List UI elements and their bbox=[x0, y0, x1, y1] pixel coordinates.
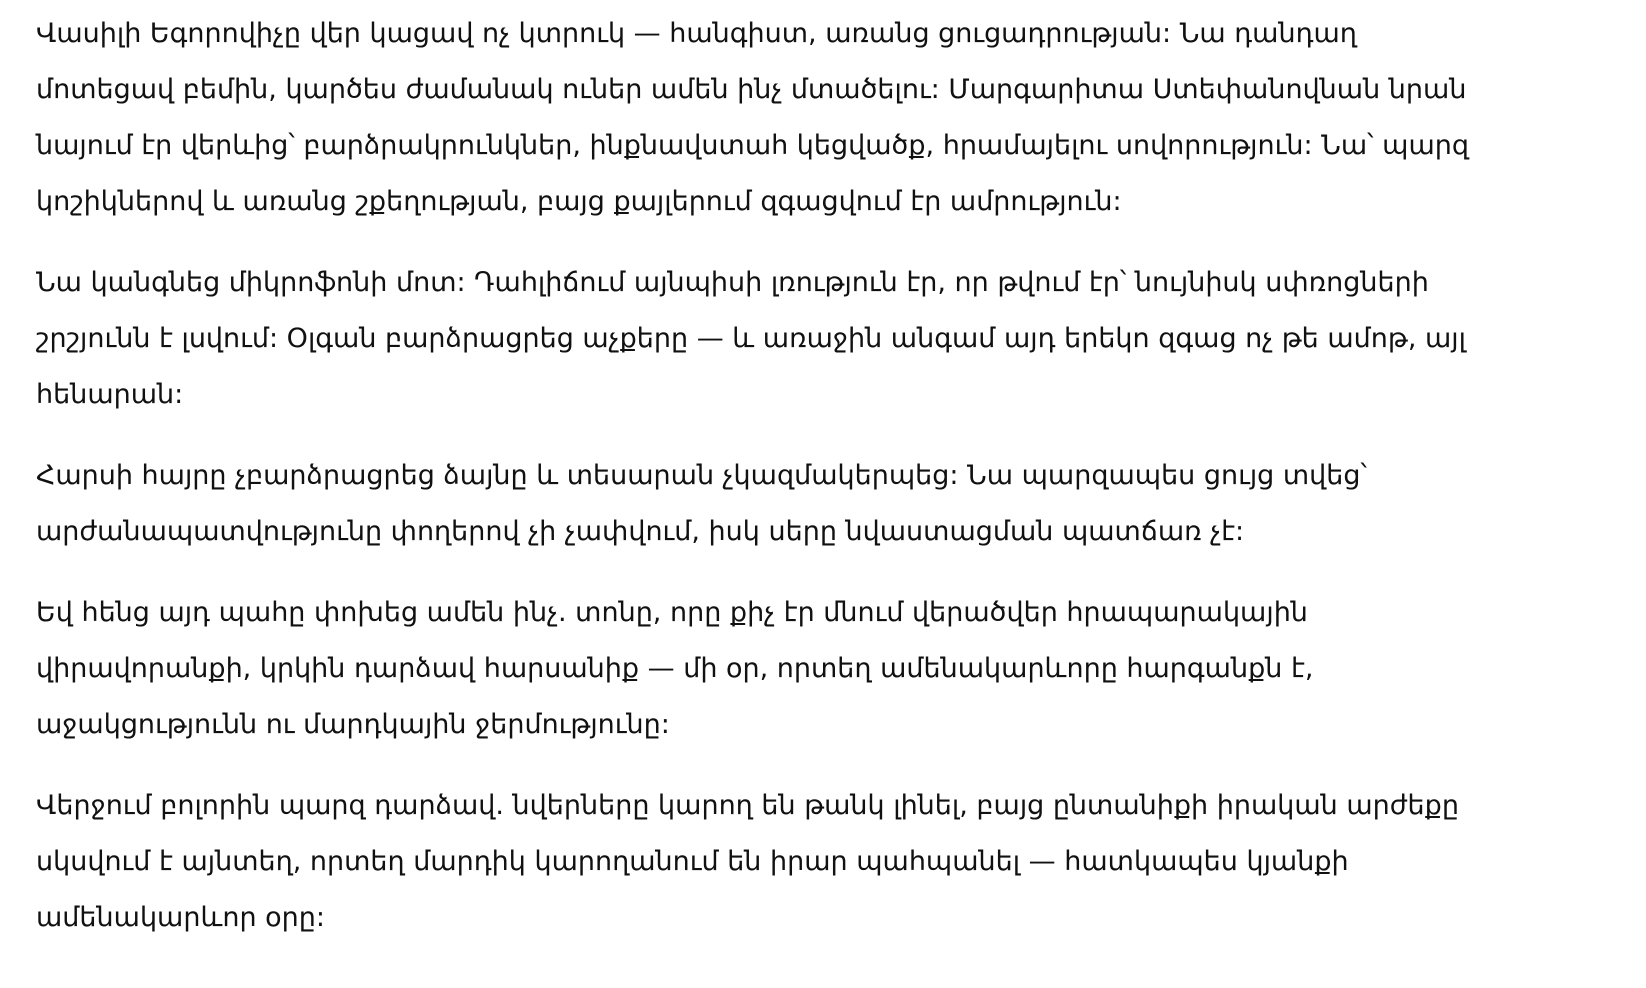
paragraph-line: Վասիլի Եգորովիչը վեր կացավ ոչ կտրուկ — հանգիստ, առանց ցուցադրության: Նա դանդաղ bbox=[36, 18, 1357, 49]
paragraph-line: սկսվում է այնտեղ, որտեղ մարդիկ կարողանում են իրար պահպանել — հատկապես կյանքի bbox=[36, 846, 1349, 877]
paragraph-2 bbox=[36, 255, 1626, 423]
paragraph-line: Եվ հենց այդ պահը փոխեց ամեն ինչ. տոնը, որը քիչ էր մնում վերածվեր հրապարակային bbox=[36, 597, 1308, 628]
paragraph-line: հենարան: bbox=[36, 379, 184, 410]
paragraph-line: արժանապատվությունը փողերով չի չափվում, իսկ սերը նվաստացման պատճառ չէ: bbox=[36, 516, 1245, 547]
paragraph-line: աջակցությունն ու մարդկային ջերմությունը: bbox=[36, 709, 670, 740]
paragraph-line: ամենակարևոր օրը: bbox=[36, 902, 325, 933]
paragraph-line: Հարսի հայրը չբարձրացրեց ձայնը և տեսարան չկազմակերպեց: Նա պարզապես ցույց տվեց՝ bbox=[36, 460, 1367, 491]
paragraph-line: Վերջում բոլորին պարզ դարձավ. նվերները կարող են թանկ լինել, բայց ընտանիքի իրական արժեքը bbox=[36, 790, 1459, 821]
paragraph-4 bbox=[36, 585, 1626, 753]
paragraph-line: շրշյունն է լսվում: Օլգան բարձրացրեց աչքերը — և առաջին անգամ այդ երեկո զգաց ոչ թե ամոթ, այլ bbox=[36, 323, 1466, 354]
paragraph-3 bbox=[36, 448, 1626, 560]
paragraph-line: կոշիկներով և առանց շքեղության, բայց քայլերում զգացվում էր ամրություն: bbox=[36, 186, 1122, 217]
paragraph-line: նայում էր վերևից՝ բարձրակրունկներ, ինքնավստահ կեցվածք, հրամայելու սովորություն: Նա՝ պարզ bbox=[36, 130, 1469, 161]
paragraph-5 bbox=[36, 778, 1626, 946]
paragraph-line: վիրավորանքի, կրկին դարձավ հարսանիք — մի օր, որտեղ ամենակարևորը հարգանքն է, bbox=[36, 653, 1314, 684]
article-body bbox=[36, 6, 1626, 971]
paragraph-1 bbox=[36, 6, 1626, 230]
paragraph-line: մոտեցավ բեմին, կարծես ժամանակ ուներ ամեն ինչ մտածելու: Մարգարիտա Ստեփանովնան նրան bbox=[36, 74, 1467, 105]
paragraph-line: Նա կանգնեց միկրոֆոնի մոտ: Դահլիճում այնպիսի լռություն էր, որ թվում էր՝ նույնիսկ սփռոցների bbox=[36, 267, 1429, 298]
